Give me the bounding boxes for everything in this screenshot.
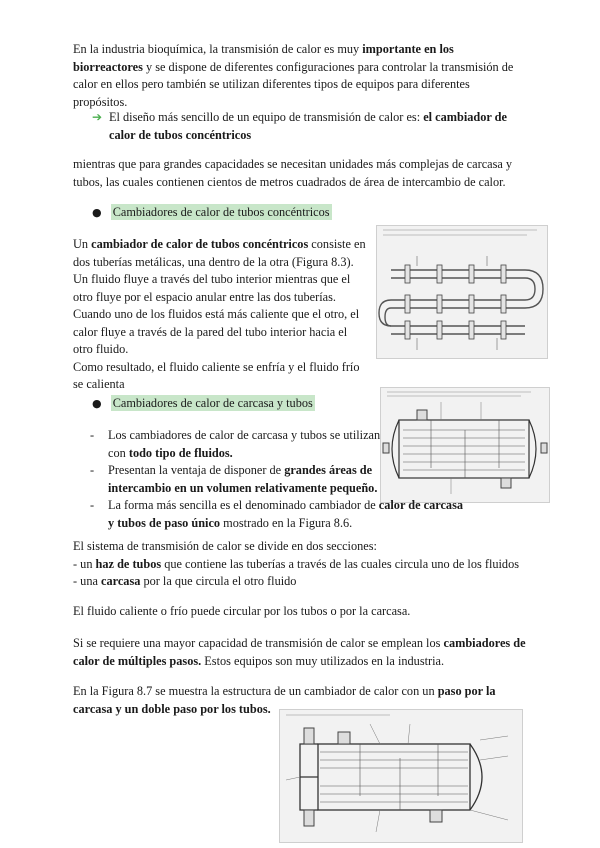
sections-intro: El sistema de transmisión de calor se divide en dos secciones:	[73, 539, 377, 553]
figure-multipass-exchanger	[279, 709, 523, 843]
section2-heading-text: Cambiadores de calor de carcasa y tubos	[112, 396, 313, 410]
bullet-dot-icon: ●	[92, 206, 102, 219]
intro-paragraph	[73, 41, 523, 111]
arrow-bold-1: el cambiador de calor de tubos concéntricos	[109, 110, 507, 142]
l2-text-1: - una	[73, 574, 101, 588]
section1-p3: Cuando uno de los fluidos está más caliente que el otro, el calor fluye a través de la pared del tubo interior hacia el otro fluido.	[73, 307, 360, 356]
l2-text-2: por la que circula el otro fluido	[140, 574, 297, 588]
multipass-text-2: Estos equipos son muy utilizados en la industria.	[201, 653, 445, 668]
fig87-bold: paso por la carcasa y un doble paso por los tubos.	[73, 684, 496, 716]
section1-p4: Como resultado, el fluido caliente se enfría y el fluido frío se calienta	[73, 359, 360, 391]
s1-text-1: Un	[73, 237, 92, 251]
section1-p1	[73, 236, 369, 271]
multipass-text-1: Si se requiere una mayor capacidad de transmisión de calor se emplean los	[73, 636, 444, 650]
multipass-bold: cambiadores de calor de múltiples pasos.	[73, 636, 526, 668]
intro-text-1: En la industria bioquímica, la transmisión de calor es muy	[73, 42, 363, 56]
right-arrow-icon: ➔	[92, 110, 103, 124]
multipass-paragraph	[73, 635, 528, 670]
item1-text: Los cambiadores de calor de carcasa y tubos se utilizan con	[108, 428, 381, 460]
intro-text-2: y se dispone de diferentes configuraciones para controlar la transmisión de calor en ellos pero también se utilizan diferentes tipos de equipos para diferentes propósitos.	[73, 59, 514, 109]
list-item	[90, 462, 382, 497]
item3-bold: calor de carcasa y tubos de paso único	[108, 498, 464, 530]
s1-text-2: consiste en dos tuberías metálicas, una dentro de la otra (Figura 8.3).	[73, 237, 366, 269]
l1-bold: haz de tubos	[95, 556, 162, 571]
sections-line-2	[73, 573, 543, 591]
figure-concentric-tubes	[376, 225, 548, 359]
sections-paragraph	[73, 538, 543, 591]
arrow-bullet	[92, 109, 512, 144]
capacity-paragraph: mientras que para grandes capacidades se necesitan unidades más complejas de carcasa y tubos, las cuales contienen cientos de metros cuadrados de área de intercambio de calor.	[73, 157, 513, 189]
list-item	[90, 427, 382, 462]
item2-text: Presentan la ventaja de disponer de	[108, 463, 285, 477]
s1-bold-1: cambiador de calor de tubos concéntricos	[91, 237, 309, 251]
sections-line-1	[73, 556, 543, 574]
l1-text-1: - un	[73, 556, 96, 571]
intro-bold-1: importante en los biorreactores	[73, 42, 454, 74]
item2-bold: grandes áreas de intercambio en un volumen relativamente pequeño.	[108, 463, 378, 495]
section1-body	[73, 236, 369, 394]
item3-text-2: mostrado en la Figura 8.6.	[220, 515, 353, 530]
section2-list	[90, 427, 464, 532]
fig87-text-1: En la Figura 8.7 se muestra la estructura de un cambiador de calor con un	[73, 684, 438, 698]
item1-bold: todo tipo de fluidos.	[128, 445, 233, 460]
section1-heading-text: Cambiadores de calor de tubos concéntricos	[112, 205, 330, 219]
section2-heading	[92, 395, 315, 413]
arrow-text-1: El diseño más sencillo de un equipo de transmisión de calor es:	[109, 110, 424, 124]
arrow-bullet-text	[109, 109, 512, 144]
l1-text-2: que contiene las tuberías a través de las cuales circula uno de los fluidos	[161, 556, 520, 571]
list-item	[90, 497, 468, 532]
fluid-paragraph: El fluido caliente o frío puede circular por los tubos o por la carcasa.	[73, 604, 411, 618]
section1-heading	[92, 204, 332, 222]
bullet-dot-icon: ●	[92, 397, 102, 410]
figure-shell-and-tube	[380, 387, 550, 503]
item3-text: La forma más sencilla es el denominado cambiador de	[108, 498, 379, 512]
section1-p2: Un fluido fluye a través del tubo interior mientras que el otro fluye por el espacio anular entre las dos tuberías.	[73, 272, 351, 304]
l2-bold: carcasa	[101, 574, 141, 588]
